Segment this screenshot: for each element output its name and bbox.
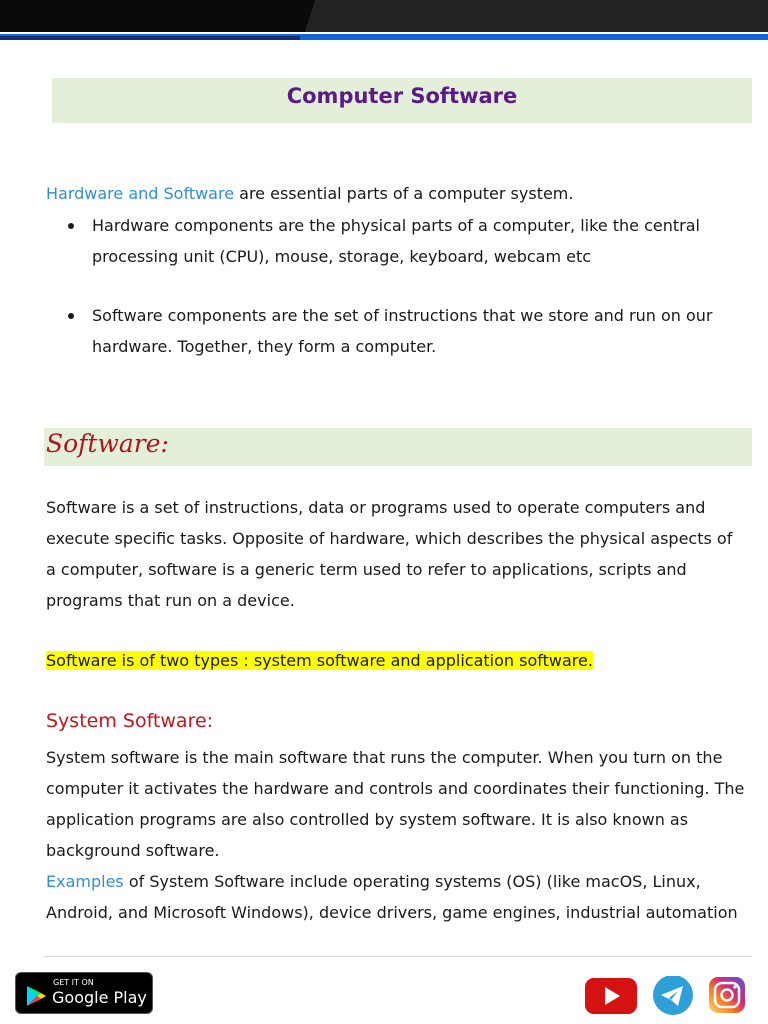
software-heading: Software: bbox=[46, 429, 169, 458]
system-software-paragraph bbox=[46, 742, 746, 928]
paragraph-line: application programs are also controlled by system software. It is also known as bbox=[46, 810, 689, 829]
google-play-icon bbox=[25, 985, 47, 1007]
page-title-box bbox=[52, 78, 752, 123]
examples-link[interactable]: Examples bbox=[46, 872, 124, 891]
bullet-line: Hardware components are the physical parts of a computer, like the central bbox=[92, 216, 700, 235]
youtube-icon[interactable] bbox=[585, 976, 639, 1014]
hardware-software-link[interactable]: Hardware and Software bbox=[46, 184, 235, 203]
paragraph-line: programs that run on a device. bbox=[46, 591, 295, 610]
examples-text: of System Software include operating systems (OS) (like macOS, Linux, bbox=[123, 872, 701, 891]
paragraph-line: a computer, software is a generic term used to refer to applications, scripts and bbox=[46, 560, 687, 579]
software-heading-box bbox=[44, 428, 752, 466]
store-big-label: Google Play bbox=[52, 988, 147, 1007]
paragraph-line: background software. bbox=[46, 841, 220, 860]
bullet-software bbox=[92, 300, 732, 362]
telegram-icon[interactable] bbox=[652, 976, 694, 1018]
footer-divider bbox=[44, 956, 752, 957]
paragraph-line: Android, and Microsoft Windows), device drivers, game engines, industrial automation bbox=[46, 903, 738, 922]
bullet-dot bbox=[68, 223, 74, 229]
intro-text: are essential parts of a computer system. bbox=[234, 184, 574, 203]
examples-line bbox=[46, 866, 746, 897]
bullet-line: processing unit (CPU), mouse, storage, keyboard, webcam etc bbox=[92, 247, 592, 266]
paragraph-line: execute specific tasks. Opposite of hardware, which describes the physical aspects of bbox=[46, 529, 733, 548]
bullet-line: Software components are the set of instructions that we store and run on our bbox=[92, 306, 713, 325]
system-software-heading: System Software: bbox=[46, 710, 214, 732]
store-small-label: GET IT ON bbox=[53, 978, 94, 987]
instagram-icon[interactable] bbox=[708, 976, 746, 1014]
paragraph-line: System software is the main software that runs the computer. When you turn on the bbox=[46, 748, 723, 767]
intro-sentence bbox=[46, 182, 573, 206]
bullet-dot bbox=[68, 313, 74, 319]
google-play-badge[interactable] bbox=[15, 972, 153, 1014]
paragraph-line: Software is a set of instructions, data or programs used to operate computers and bbox=[46, 498, 706, 517]
highlighted-text: Software is of two types : system software and application software. bbox=[46, 651, 593, 670]
types-note bbox=[46, 645, 746, 676]
bullet-line: hardware. Together, they form a computer. bbox=[92, 337, 437, 356]
header-banner bbox=[0, 0, 768, 44]
software-paragraph bbox=[46, 492, 746, 616]
page-title: Computer Software bbox=[286, 84, 518, 108]
paragraph-line: computer it activates the hardware and controls and coordinates their functioning. The bbox=[46, 779, 745, 798]
bullet-hardware bbox=[92, 210, 732, 272]
